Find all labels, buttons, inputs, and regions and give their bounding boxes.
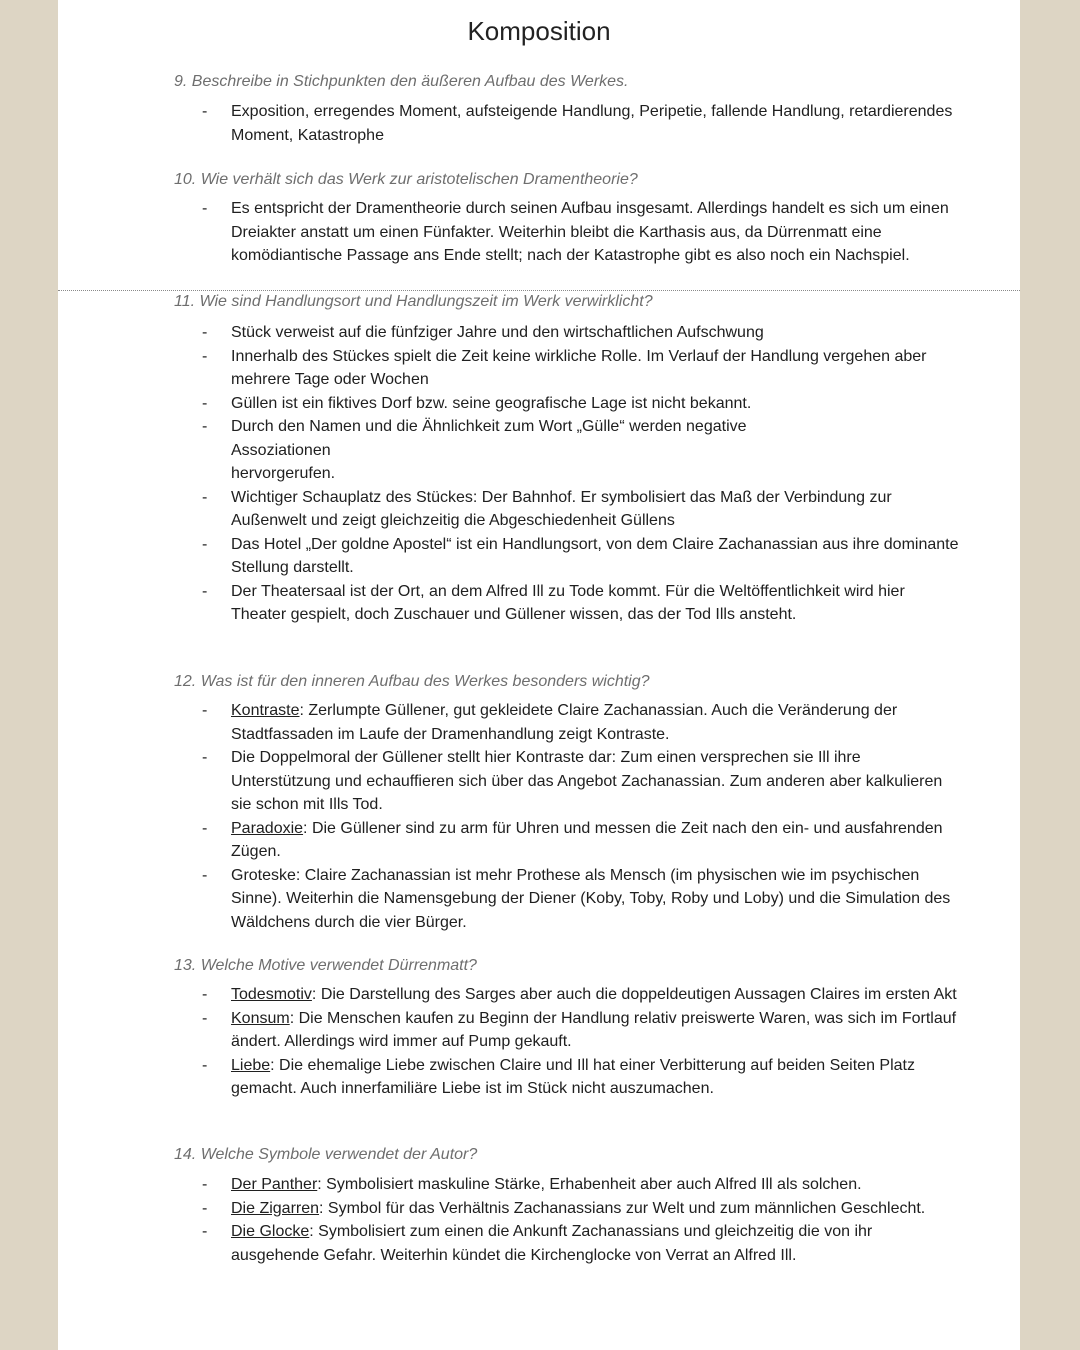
list-item: - Exposition, erregendes Moment, aufsteigende Handlung, Peripetie, fallende Handlung, retardierendes Moment, Katastrophe (174, 100, 964, 147)
list-item: - Todesmotiv: Die Darstellung des Sarges aber auch die doppeldeutigen Aussagen Claires im ersten Akt (174, 983, 964, 1007)
list-item: - Kontraste: Zerlumpte Güllener, gut gekleidete Claire Zachanassian. Auch die Veränderung der Stadtfassaden im Laufe der Dramenhandlung zeigt Kontraste. (174, 699, 964, 746)
question-9: 9. Beschreibe in Stichpunkten den äußeren Aufbau des Werkes. (174, 73, 629, 90)
list-item: - Stück verweist auf die fünfziger Jahre und den wirtschaftlichen Aufschwung (174, 321, 964, 345)
question-13: 13. Welche Motive verwendet Dürrenmatt? (174, 957, 477, 974)
term-paradoxie: Paradoxie (231, 819, 304, 837)
list-item: - Der Panther: Symbolisiert maskuline Stärke, Erhabenheit aber auch Alfred Ill als solchen. (174, 1173, 964, 1197)
term-die-zigarren: Die Zigarren (231, 1199, 320, 1217)
term-todesmotiv: Todesmotiv (231, 986, 312, 1003)
list-item: - Die Doppelmoral der Güllener stellt hier Kontraste dar: Zum einen versprechen sie Ill ihre Unterstützung und echauffieren sich über das Angebot Zachanassian. Zum anderen aber kalkulieren sie schon mit Ills Tod. (174, 746, 964, 817)
list-item: - Die Glocke: Symbolisiert zum einen die Ankunft Zachanassians und gleichzeitig die von ihr ausgehende Gefahr. Weiterhin kündet die Kirchenglocke von Verrat an Alfred Ill. (174, 1220, 964, 1267)
term-liebe: Liebe (231, 1056, 271, 1074)
answer-list-10 (174, 197, 964, 268)
answer-list-9 (174, 100, 964, 147)
question-11: 11. Wie sind Handlungsort und Handlungszeit im Werk verwirklicht? (174, 293, 653, 310)
term-der-panther: Der Panther (231, 1176, 318, 1193)
question-14: 14. Welche Symbole verwendet der Autor? (174, 1146, 478, 1163)
page-title: Komposition (467, 16, 611, 46)
term-kontraste: Kontraste (231, 702, 300, 719)
list-item: - Es entspricht der Dramentheorie durch seinen Aufbau insgesamt. Allerdings handelt es sich um einen Dreiakter anstatt um einen Fünfakter. Weiterhin bleibt die Karthasis aus, da Dürrenmatt eine komödiantische Passage ans Ende stellt; nach der Katastrophe gibt es also noch ein Nachspiel. (174, 197, 964, 268)
answer-list-12 (174, 699, 964, 934)
list-item: - Liebe: Die ehemalige Liebe zwischen Claire und Ill hat einer Verbitterung auf beiden Seiten Platz gemacht. Auch innerfamiliäre Liebe ist im Stück nicht auszumachen. (174, 1054, 964, 1101)
list-item: - Durch den Namen und die Ähnlichkeit zum Wort „Gülle“ werden negative Assoziationen hervorgerufen. (174, 415, 964, 486)
list-item: - Paradoxie: Die Güllener sind zu arm für Uhren und messen die Zeit nach den ein- und ausfahrenden Zügen. (174, 817, 964, 864)
list-item: - Güllen ist ein fiktives Dorf bzw. seine geografische Lage ist nicht bekannt. (174, 392, 964, 416)
document-page (58, 0, 1020, 1350)
answer-list-11 (174, 321, 964, 627)
answer-list-14 (174, 1173, 964, 1267)
page-break-divider (58, 290, 1020, 291)
list-item: - Der Theatersaal ist der Ort, an dem Alfred Ill zu Tode kommt. Für die Weltöffentlichkeit wird hier Theater gespielt, doch Zuschauer und Güllener wissen, das der Tod Ills ansteht. (174, 580, 964, 627)
question-10: 10. Wie verhält sich das Werk zur aristotelischen Dramentheorie? (174, 171, 638, 188)
term-die-glocke: Die Glocke (231, 1223, 310, 1240)
list-item: - Groteske: Claire Zachanassian ist mehr Prothese als Mensch (im physischen wie im psychischen Sinne). Weiterhin die Namensgebung der Diener (Koby, Toby, Roby und Loby) und die Simulation des Wäldchens durch die vier Bürger. (174, 864, 964, 935)
list-item: - Wichtiger Schauplatz des Stückes: Der Bahnhof. Er symbolisiert das Maß der Verbindung zur Außenwelt und zeigt gleichzeitig die Abgeschiedenheit Güllens (174, 486, 964, 533)
list-item: - Das Hotel „Der goldne Apostel“ ist ein Handlungsort, von dem Claire Zachanassian aus ihre dominante Stellung darstellt. (174, 533, 964, 580)
list-item: - Die Zigarren: Symbol für das Verhältnis Zachanassians zur Welt und zum männlichen Geschlecht. (174, 1197, 964, 1221)
question-12: 12. Was ist für den inneren Aufbau des Werkes besonders wichtig? (174, 673, 650, 690)
list-item: - Konsum: Die Menschen kaufen zu Beginn der Handlung relativ preiswerte Waren, was sich im Fortlauf ändert. Allerdings wird immer auf Pump gekauft. (174, 1007, 964, 1054)
term-konsum: Konsum (231, 1009, 290, 1027)
list-item: - Innerhalb des Stückes spielt die Zeit keine wirkliche Rolle. Im Verlauf der Handlung vergehen aber mehrere Tage oder Wochen (174, 345, 964, 392)
answer-list-13 (174, 983, 964, 1101)
